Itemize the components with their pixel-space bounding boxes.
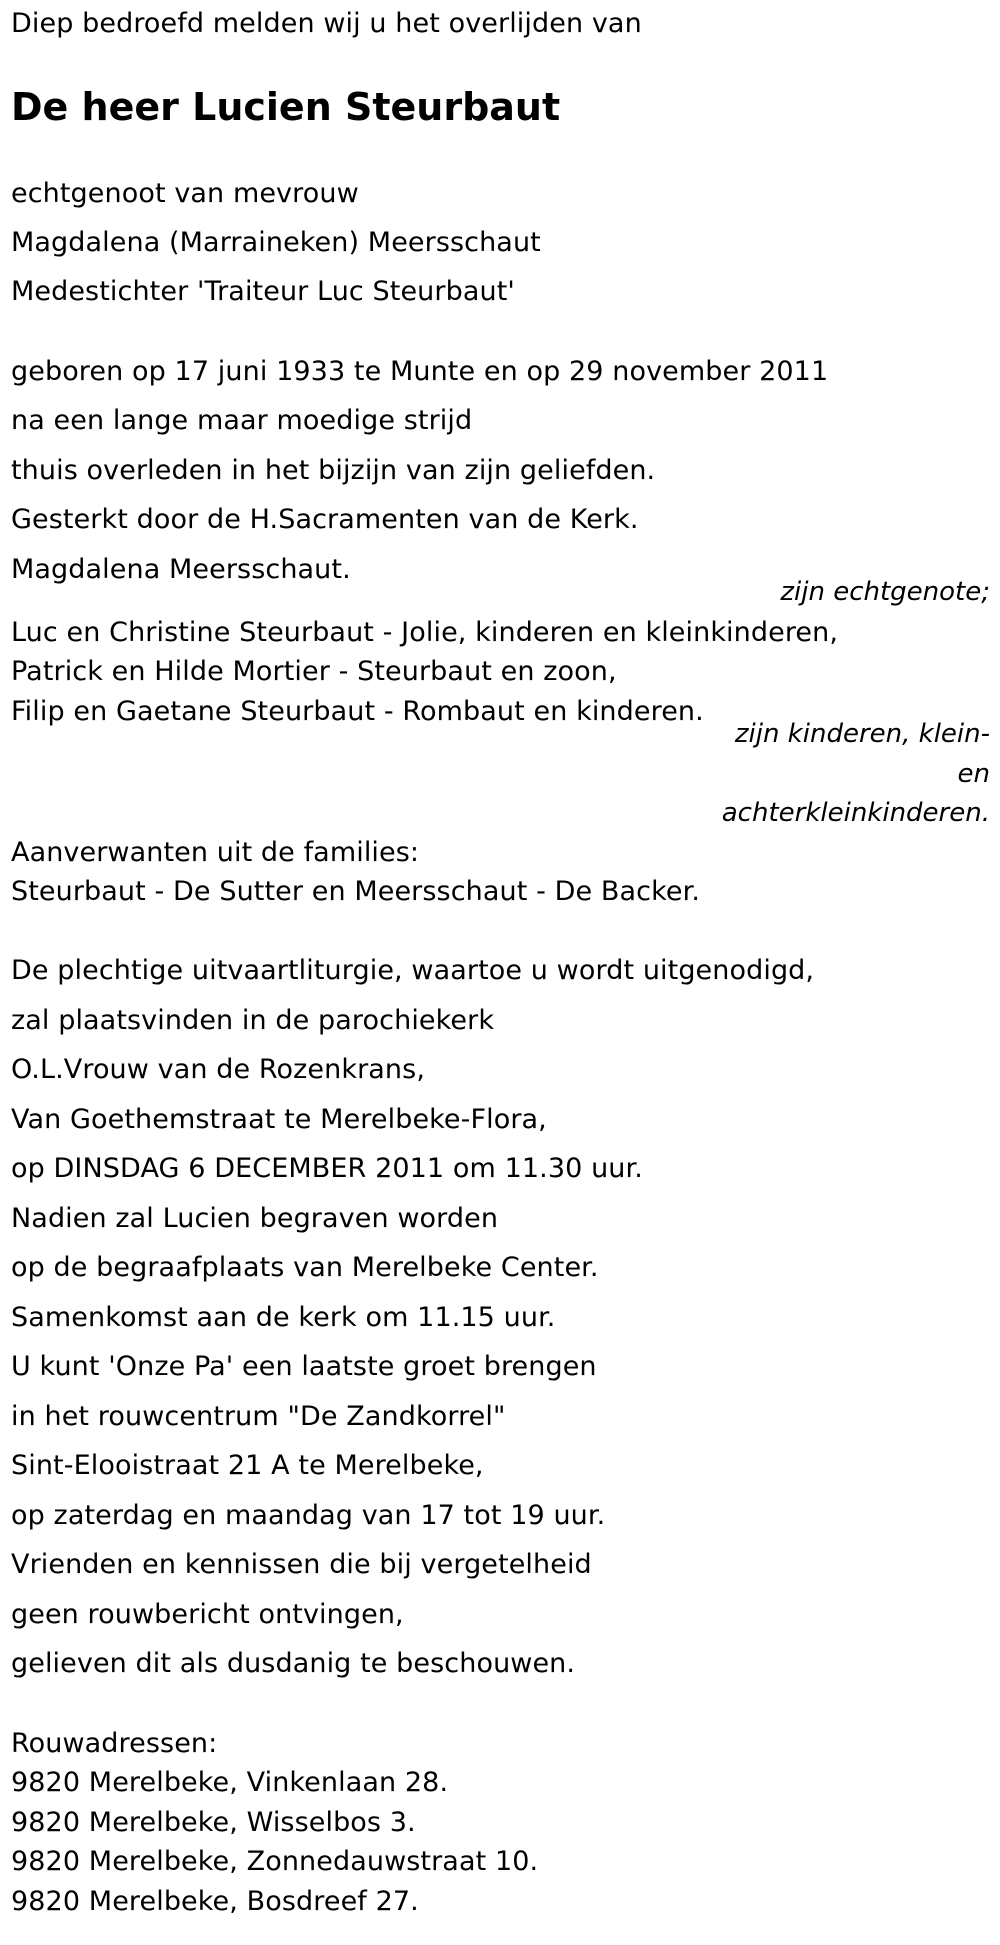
address-3: 9820 Merelbeke, Zonnedauwstraat 10. (11, 1846, 539, 1877)
bio-line-3: thuis overleden in het bijzijn van zijn geliefden. (11, 455, 656, 486)
spouse-line-1: echtgenoot van mevrouw (11, 178, 359, 209)
address-2: 9820 Merelbeke, Wisselbos 3. (11, 1807, 416, 1838)
funeral-line-1: De plechtige uitvaartliturgie, waartoe u wordt uitgenodigd, (11, 955, 815, 986)
address-4: 9820 Merelbeke, Bosdreef 27. (11, 1886, 419, 1917)
children-line-2: Patrick en Hilde Mortier - Steurbaut en zoon, (11, 656, 617, 687)
funeral-line-9: U kunt 'Onze Pa' een laatste groet brengen (11, 1351, 597, 1382)
children-relation-line-3: achterkleinkinderen. (721, 798, 990, 828)
spouse-relation: zijn echtgenote; (780, 577, 990, 607)
deceased-name: De heer Lucien Steurbaut (11, 85, 561, 129)
funeral-line-15: gelieven dit als dusdanig te beschouwen. (11, 1648, 576, 1679)
spouse-line-3: Medestichter 'Traiteur Luc Steurbaut' (11, 276, 515, 307)
bio-line-4: Gesterkt door de H.Sacramenten van de Kerk. (11, 504, 639, 535)
funeral-line-5: op DINSDAG 6 DECEMBER 2011 om 11.30 uur. (11, 1153, 643, 1184)
funeral-line-2: zal plaatsvinden in de parochiekerk (11, 1005, 495, 1036)
funeral-line-3: O.L.Vrouw van de Rozenkrans, (11, 1054, 425, 1085)
funeral-line-10: in het rouwcentrum "De Zandkorrel" (11, 1401, 506, 1432)
families-line-1: Aanverwanten uit de families: (11, 837, 420, 868)
funeral-line-13: Vrienden en kennissen die bij vergetelheid (11, 1549, 592, 1580)
funeral-line-8: Samenkomst aan de kerk om 11.15 uur. (11, 1302, 556, 1333)
addresses-heading: Rouwadressen: (11, 1728, 218, 1759)
children-relation-line-1: zijn kinderen, klein- (734, 719, 990, 749)
bio-line-5: Magdalena Meersschaut. (11, 554, 351, 585)
funeral-line-4: Van Goethemstraat te Merelbeke-Flora, (11, 1104, 547, 1135)
spouse-line-2: Magdalena (Marraineken) Meersschaut (11, 227, 541, 258)
address-1: 9820 Merelbeke, Vinkenlaan 28. (11, 1767, 449, 1798)
funeral-line-12: op zaterdag en maandag van 17 tot 19 uur. (11, 1500, 606, 1531)
bio-line-2: na een lange maar moedige strijd (11, 405, 473, 436)
funeral-line-14: geen rouwbericht ontvingen, (11, 1599, 404, 1630)
children-relation-line-2: en (957, 759, 990, 789)
funeral-line-11: Sint-Elooistraat 21 A te Merelbeke, (11, 1450, 484, 1481)
funeral-line-7: op de begraafplaats van Merelbeke Center. (11, 1252, 599, 1283)
children-line-1: Luc en Christine Steurbaut - Jolie, kinderen en kleinkinderen, (11, 617, 839, 648)
funeral-line-6: Nadien zal Lucien begraven worden (11, 1203, 499, 1234)
families-line-2: Steurbaut - De Sutter en Meersschaut - De Backer. (11, 876, 700, 907)
children-line-3: Filip en Gaetane Steurbaut - Rombaut en kinderen. (11, 696, 704, 727)
intro-text: Diep bedroefd melden wij u het overlijden van (11, 8, 642, 39)
bio-line-1: geboren op 17 juni 1933 te Munte en op 29 november 2011 (11, 356, 829, 387)
